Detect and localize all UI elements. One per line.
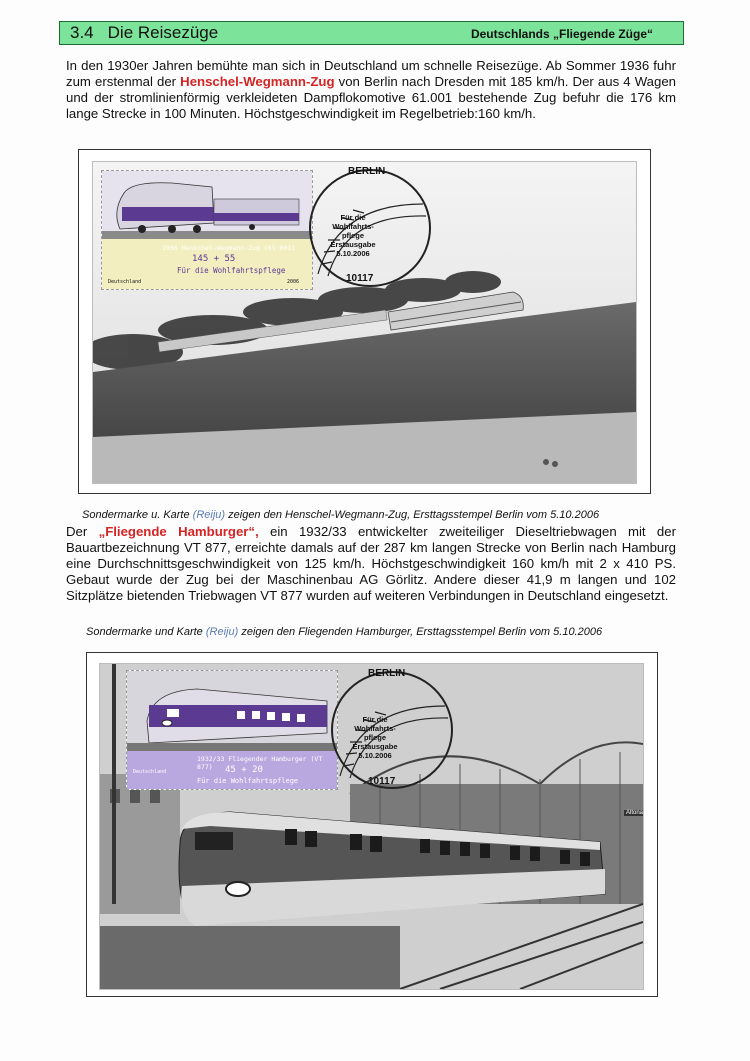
stamp-1-value: 145 + 55 bbox=[192, 254, 236, 264]
header-right-title: Deutschlands „Fliegende Züge“ bbox=[470, 27, 653, 41]
maximum-card-1 bbox=[92, 161, 637, 484]
caption-2-after: zeigen den Fliegenden Hamburger, Ersttagsstempel Berlin vom 5.10.2006 bbox=[238, 626, 603, 638]
postmark-1-zip: 10117 bbox=[346, 273, 374, 284]
postmark-1-line: Wohlfahrts- bbox=[332, 222, 374, 231]
card-frame-2 bbox=[86, 652, 658, 997]
maximum-card-2 bbox=[99, 663, 644, 990]
postmark-1-line: pflege bbox=[341, 231, 365, 240]
stamp-2-country: Deutschland bbox=[133, 769, 167, 775]
postmark-1-line: Erstausgabe bbox=[330, 240, 376, 249]
stamp-1 bbox=[101, 170, 313, 290]
para1-text-before: In den 1930er Jahren bemühte man sich in Deutschland um schnelle Reisezüge. Ab Sommer 1936 fuhr zum erstenmal der bbox=[66, 58, 676, 89]
station-sign: Altona bbox=[626, 810, 644, 816]
section-title: Die Reisezüge bbox=[107, 23, 219, 42]
caption-1-ref: (Reiju) bbox=[192, 509, 226, 521]
section-header bbox=[59, 21, 684, 45]
stamp-1-year: 2006 bbox=[287, 279, 300, 285]
caption-2-ref: (Reiju) bbox=[205, 626, 239, 638]
postmark-1-city: BERLIN bbox=[348, 166, 386, 177]
stamp-2-caption: 1932/33 Fliegender Hamburger (VT 877) bbox=[197, 755, 323, 771]
section-heading bbox=[70, 23, 218, 43]
stamp-2 bbox=[126, 670, 338, 790]
postmark-2 bbox=[320, 666, 460, 796]
para2-highlight: „Fliegende Hamburger“, bbox=[98, 524, 259, 539]
stamp-1-purpose: Für die Wohlfahrtspflege bbox=[177, 266, 286, 275]
postmark-2-line: 5.10.2006 bbox=[358, 751, 392, 760]
postmark-1-text bbox=[318, 213, 388, 258]
postmark-2-city: BERLIN bbox=[368, 668, 406, 679]
postmark-1 bbox=[298, 164, 438, 294]
caption-2-before: Sondermarke und Karte bbox=[86, 626, 206, 638]
postmark-2-text bbox=[340, 715, 410, 760]
postmark-2-line: Wohlfahrts- bbox=[354, 724, 396, 733]
para1-highlight: Henschel-Wegmann-Zug bbox=[180, 74, 335, 89]
hamburger-paragraph bbox=[66, 524, 676, 604]
para2-text-after: ein 1932/33 entwickelter zweiteiliger Dieseltriebwagen mit der Bauartbezeichnung VT 877, erreichte damals auf der 287 km langen Strecke von Berlin nach Hamburg eine Durchschnittsgeschwindigkeit von 125 km/h. Höchstgeschwindigkeit 160 km/h mit 2 x 410 PS. Gebaut wurde der Zug bei der Maschinenbau AG Görlitz. Andere dieser 41,9 m langen und 102 Sitzplätze bietenden Triebwagen VT 877 wurden auf weiteren Verbindungen in Deutschland eingesetzt. bbox=[66, 524, 676, 603]
postmark-2-line: Für die bbox=[362, 715, 388, 724]
caption-1-after: zeigen den Henschel-Wegmann-Zug, Ersttagsstempel Berlin vom 5.10.2006 bbox=[225, 509, 600, 521]
intro-paragraph bbox=[66, 58, 676, 122]
caption-2 bbox=[86, 626, 602, 638]
stamp-2-purpose: Für die Wohlfahrtspflege bbox=[197, 777, 299, 785]
para1-text-after: von Berlin nach Dresden mit 185 km/h. Der aus 4 Wagen und der stromlinienförmig verkleideten Dampflokomotive 61.001 bestehende Zug befuhr die 176 km lange Strecke in 100 Minuten. Höchstgeschwindigkeit im Regelbetrieb:160 km/h. bbox=[66, 74, 676, 121]
postmark-2-zip: 10117 bbox=[368, 776, 396, 787]
postmark-2-line: pflege bbox=[363, 733, 387, 742]
stamp-2-value: 45 + 20 bbox=[225, 765, 263, 775]
postmark-1-line: Für die bbox=[340, 213, 366, 222]
caption-1 bbox=[82, 509, 599, 521]
stamp-1-caption: 1936 Henschel-Wegmann-Zug (61 001) bbox=[162, 244, 296, 252]
postmark-1-line: 5.10.2006 bbox=[336, 249, 370, 258]
para2-text-before: Der bbox=[66, 524, 99, 539]
section-number: 3.4 bbox=[70, 23, 94, 42]
card-frame-1 bbox=[78, 149, 651, 494]
postmark-2-line: Erstausgabe bbox=[352, 742, 398, 751]
caption-1-before: Sondermarke u. Karte bbox=[82, 509, 193, 521]
stamp-1-country: Deutschland bbox=[108, 279, 142, 285]
